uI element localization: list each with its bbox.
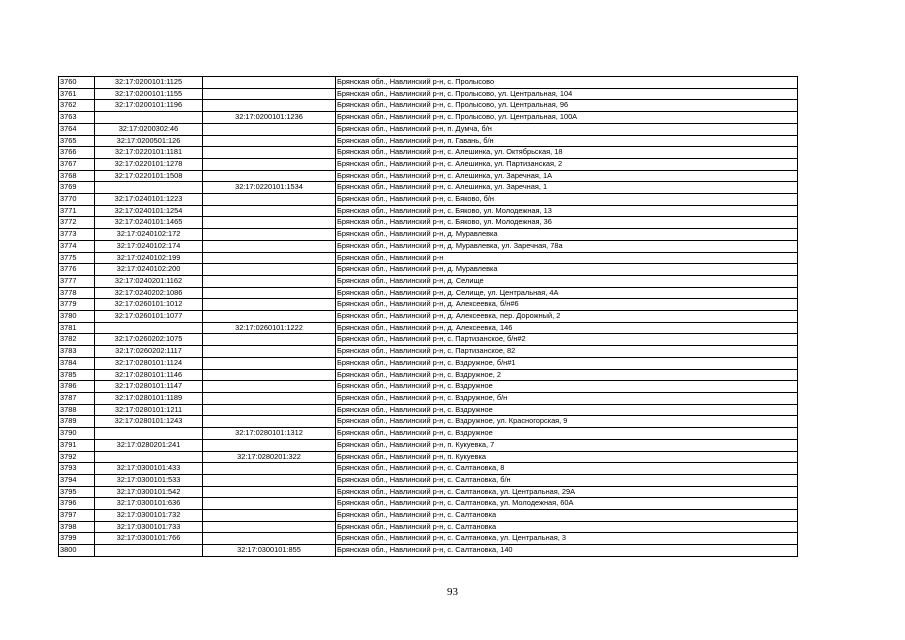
address-cell: Брянская обл., Навлинский р-н, с. Салтановка, ул. Центральная, 3 xyxy=(336,533,798,545)
row-number-cell: 3768 xyxy=(59,170,95,182)
row-number-cell: 3785 xyxy=(59,369,95,381)
cadastral-number-alt-cell xyxy=(203,264,336,276)
cadastral-number-cell: 32:17:0260202:1075 xyxy=(95,334,203,346)
cadastral-number-alt-cell xyxy=(203,334,336,346)
address-cell: Брянская обл., Навлинский р-н, с. Бяково, б/н xyxy=(336,194,798,206)
address-cell: Брянская обл., Навлинский р-н, с. Салтановка, 8 xyxy=(336,463,798,475)
row-number-cell: 3787 xyxy=(59,392,95,404)
address-cell: Брянская обл., Навлинский р-н, д. Селище, ул. Центральная, 4А xyxy=(336,287,798,299)
table-row xyxy=(59,474,798,486)
cadastral-number-alt-cell: 32:17:0300101:855 xyxy=(203,545,336,557)
address-cell: Брянская обл., Навлинский р-н, с. Алешинка, ул. Заречная, 1А xyxy=(336,170,798,182)
cadastral-number-cell: 32:17:0300101:533 xyxy=(95,474,203,486)
cadastral-number-alt-cell: 32:17:0260101:1222 xyxy=(203,322,336,334)
cadastral-number-cell xyxy=(95,545,203,557)
cadastral-number-alt-cell xyxy=(203,170,336,182)
cadastral-number-alt-cell xyxy=(203,123,336,135)
row-number-cell: 3779 xyxy=(59,299,95,311)
cadastral-number-cell: 32:17:0260101:1012 xyxy=(95,299,203,311)
table-row xyxy=(59,416,798,428)
row-number-cell: 3776 xyxy=(59,264,95,276)
cadastral-number-cell: 32:17:0240101:1254 xyxy=(95,205,203,217)
cadastral-number-cell: 32:17:0300101:433 xyxy=(95,463,203,475)
cadastral-number-cell: 32:17:0280101:1189 xyxy=(95,392,203,404)
table-row xyxy=(59,463,798,475)
cadastral-number-cell: 32:17:0200302:46 xyxy=(95,123,203,135)
cadastral-number-alt-cell xyxy=(203,299,336,311)
row-number-cell: 3775 xyxy=(59,252,95,264)
table-row xyxy=(59,158,798,170)
cadastral-number-alt-cell: 32:17:0280201:322 xyxy=(203,451,336,463)
cadastral-number-alt-cell xyxy=(203,194,336,206)
table-row xyxy=(59,123,798,135)
cadastral-number-alt-cell: 32:17:0280101:1312 xyxy=(203,428,336,440)
row-number-cell: 3796 xyxy=(59,498,95,510)
cadastral-number-cell xyxy=(95,112,203,124)
row-number-cell: 3788 xyxy=(59,404,95,416)
address-cell: Брянская обл., Навлинский р-н, д. Селище xyxy=(336,275,798,287)
cadastral-number-alt-cell xyxy=(203,463,336,475)
table-row xyxy=(59,264,798,276)
row-number-cell: 3760 xyxy=(59,77,95,89)
cadastral-number-cell: 32:17:0300101:733 xyxy=(95,521,203,533)
row-number-cell: 3797 xyxy=(59,510,95,522)
cadastral-number-cell: 32:17:0240101:1223 xyxy=(95,194,203,206)
table-row xyxy=(59,439,798,451)
row-number-cell: 3782 xyxy=(59,334,95,346)
table-row xyxy=(59,381,798,393)
cadastral-number-alt-cell xyxy=(203,135,336,147)
table-row xyxy=(59,510,798,522)
address-cell: Брянская обл., Навлинский р-н xyxy=(336,252,798,264)
cadastral-number-cell: 32:17:0300101:636 xyxy=(95,498,203,510)
table-row xyxy=(59,170,798,182)
row-number-cell: 3778 xyxy=(59,287,95,299)
table-row xyxy=(59,299,798,311)
cadastral-number-cell: 32:17:0240202:1086 xyxy=(95,287,203,299)
row-number-cell: 3800 xyxy=(59,545,95,557)
cadastral-number-cell: 32:17:0240102:199 xyxy=(95,252,203,264)
cadastral-number-cell: 32:17:0240102:200 xyxy=(95,264,203,276)
address-cell: Брянская обл., Навлинский р-н, с. Салтановка xyxy=(336,521,798,533)
table-row xyxy=(59,428,798,440)
table-row xyxy=(59,205,798,217)
table-row xyxy=(59,88,798,100)
address-cell: Брянская обл., Навлинский р-н, с. Пролысово, ул. Центральная, 96 xyxy=(336,100,798,112)
address-cell: Брянская обл., Навлинский р-н, с. Алешинка, ул. Октябрьская, 18 xyxy=(336,147,798,159)
table-row xyxy=(59,392,798,404)
address-cell: Брянская обл., Навлинский р-н, с. Вздружное, б/н#1 xyxy=(336,357,798,369)
row-number-cell: 3771 xyxy=(59,205,95,217)
address-cell: Брянская обл., Навлинский р-н, с. Салтановка, 140 xyxy=(336,545,798,557)
address-cell: Брянская обл., Навлинский р-н, с. Вздружное xyxy=(336,428,798,440)
address-cell: Брянская обл., Навлинский р-н, с. Алешинка, ул. Заречная, 1 xyxy=(336,182,798,194)
table-row xyxy=(59,533,798,545)
row-number-cell: 3799 xyxy=(59,533,95,545)
address-cell: Брянская обл., Навлинский р-н, с. Бяково, ул. Молодежная, 13 xyxy=(336,205,798,217)
table-row xyxy=(59,334,798,346)
table-row xyxy=(59,100,798,112)
table-row xyxy=(59,369,798,381)
cadastral-number-cell: 32:17:0220101:1181 xyxy=(95,147,203,159)
cadastral-number-alt-cell xyxy=(203,498,336,510)
cadastral-number-cell: 32:17:0240102:174 xyxy=(95,240,203,252)
cadastral-number-alt-cell xyxy=(203,357,336,369)
cadastral-number-cell: 32:17:0280101:1147 xyxy=(95,381,203,393)
table-row xyxy=(59,545,798,557)
address-cell: Брянская обл., Навлинский р-н, с. Вздружное xyxy=(336,381,798,393)
address-cell: Брянская обл., Навлинский р-н, с. Алешинка, ул. Партизанская, 2 xyxy=(336,158,798,170)
cadastral-number-alt-cell: 32:17:0220101:1534 xyxy=(203,182,336,194)
address-cell: Брянская обл., Навлинский р-н, д. Муравлевка xyxy=(336,229,798,241)
row-number-cell: 3786 xyxy=(59,381,95,393)
cadastral-number-cell xyxy=(95,428,203,440)
cadastral-number-cell: 32:17:0240201:1162 xyxy=(95,275,203,287)
address-cell: Брянская обл., Навлинский р-н, д. Алексеевка, б/н#6 xyxy=(336,299,798,311)
row-number-cell: 3784 xyxy=(59,357,95,369)
cadastral-number-alt-cell xyxy=(203,311,336,323)
cadastral-number-alt-cell xyxy=(203,77,336,89)
table-row xyxy=(59,346,798,358)
address-cell: Брянская обл., Навлинский р-н, с. Вздружное, 2 xyxy=(336,369,798,381)
cadastral-number-cell: 32:17:0200501:126 xyxy=(95,135,203,147)
cadastral-number-alt-cell xyxy=(203,521,336,533)
cadastral-number-alt-cell xyxy=(203,486,336,498)
cadastral-number-alt-cell xyxy=(203,100,336,112)
table-row xyxy=(59,404,798,416)
row-number-cell: 3773 xyxy=(59,229,95,241)
cadastral-number-alt-cell xyxy=(203,287,336,299)
address-cell: Брянская обл., Навлинский р-н, с. Пролысово, ул. Центральная, 104 xyxy=(336,88,798,100)
registry-table-body xyxy=(59,77,798,557)
address-cell: Брянская обл., Навлинский р-н, д. Алексеевка, 146 xyxy=(336,322,798,334)
row-number-cell: 3795 xyxy=(59,486,95,498)
row-number-cell: 3769 xyxy=(59,182,95,194)
cadastral-number-cell: 32:17:0280101:1146 xyxy=(95,369,203,381)
table-row xyxy=(59,147,798,159)
cadastral-number-alt-cell xyxy=(203,158,336,170)
row-number-cell: 3780 xyxy=(59,311,95,323)
cadastral-number-alt-cell xyxy=(203,381,336,393)
cadastral-number-alt-cell xyxy=(203,474,336,486)
cadastral-number-cell xyxy=(95,322,203,334)
cadastral-number-cell: 32:17:0280101:1243 xyxy=(95,416,203,428)
row-number-cell: 3789 xyxy=(59,416,95,428)
row-number-cell: 3772 xyxy=(59,217,95,229)
address-cell: Брянская обл., Навлинский р-н, д. Алексеевка, пер. Дорожный, 2 xyxy=(336,311,798,323)
cadastral-number-cell: 32:17:0200101:1125 xyxy=(95,77,203,89)
table-row xyxy=(59,498,798,510)
cadastral-number-alt-cell xyxy=(203,404,336,416)
row-number-cell: 3791 xyxy=(59,439,95,451)
address-cell: Брянская обл., Навлинский р-н, п. Кукуевка, 7 xyxy=(336,439,798,451)
cadastral-number-alt-cell xyxy=(203,275,336,287)
cadastral-number-cell: 32:17:0240102:172 xyxy=(95,229,203,241)
cadastral-number-cell: 32:17:0260202:1117 xyxy=(95,346,203,358)
row-number-cell: 3793 xyxy=(59,463,95,475)
cadastral-number-cell xyxy=(95,451,203,463)
row-number-cell: 3798 xyxy=(59,521,95,533)
cadastral-number-alt-cell xyxy=(203,416,336,428)
address-cell: Брянская обл., Навлинский р-н, с. Салтановка, ул. Центральная, 29А xyxy=(336,486,798,498)
cadastral-number-alt-cell xyxy=(203,252,336,264)
row-number-cell: 3774 xyxy=(59,240,95,252)
row-number-cell: 3792 xyxy=(59,451,95,463)
address-cell: Брянская обл., Навлинский р-н, д. Муравлевка xyxy=(336,264,798,276)
cadastral-number-cell: 32:17:0300101:766 xyxy=(95,533,203,545)
cadastral-number-alt-cell xyxy=(203,88,336,100)
row-number-cell: 3777 xyxy=(59,275,95,287)
table-row xyxy=(59,311,798,323)
page-number: 93 xyxy=(447,586,458,598)
row-number-cell: 3783 xyxy=(59,346,95,358)
table-row xyxy=(59,229,798,241)
cadastral-number-cell: 32:17:0200101:1196 xyxy=(95,100,203,112)
table-row xyxy=(59,182,798,194)
cadastral-number-alt-cell xyxy=(203,369,336,381)
cadastral-number-cell: 32:17:0280101:1211 xyxy=(95,404,203,416)
row-number-cell: 3762 xyxy=(59,100,95,112)
row-number-cell: 3763 xyxy=(59,112,95,124)
cadastral-number-cell: 32:17:0300101:732 xyxy=(95,510,203,522)
cadastral-number-cell: 32:17:0300101:542 xyxy=(95,486,203,498)
table-row xyxy=(59,217,798,229)
table-row xyxy=(59,486,798,498)
cadastral-number-alt-cell xyxy=(203,240,336,252)
cadastral-number-cell: 32:17:0280201:241 xyxy=(95,439,203,451)
address-cell: Брянская обл., Навлинский р-н, с. Пролысово, ул. Центральная, 100А xyxy=(336,112,798,124)
address-cell: Брянская обл., Навлинский р-н, с. Бяково, ул. Молодежная, 36 xyxy=(336,217,798,229)
cadastral-number-alt-cell xyxy=(203,205,336,217)
cadastral-number-cell: 32:17:0260101:1077 xyxy=(95,311,203,323)
row-number-cell: 3790 xyxy=(59,428,95,440)
table-row xyxy=(59,275,798,287)
cadastral-number-alt-cell xyxy=(203,533,336,545)
cadastral-number-cell: 32:17:0240101:1465 xyxy=(95,217,203,229)
cadastral-number-alt-cell xyxy=(203,392,336,404)
table-row xyxy=(59,194,798,206)
address-cell: Брянская обл., Навлинский р-н, с. Салтановка, ул. Молодежная, 60А xyxy=(336,498,798,510)
address-cell: Брянская обл., Навлинский р-н, с. Партизанское, 82 xyxy=(336,346,798,358)
row-number-cell: 3781 xyxy=(59,322,95,334)
cadastral-number-alt-cell xyxy=(203,147,336,159)
table-row xyxy=(59,357,798,369)
address-cell: Брянская обл., Навлинский р-н, с. Вздружное xyxy=(336,404,798,416)
address-cell: Брянская обл., Навлинский р-н, с. Пролысово xyxy=(336,77,798,89)
address-cell: Брянская обл., Навлинский р-н, д. Муравлевка, ул. Заречная, 78а xyxy=(336,240,798,252)
table-row xyxy=(59,135,798,147)
table-row xyxy=(59,521,798,533)
row-number-cell: 3766 xyxy=(59,147,95,159)
address-cell: Брянская обл., Навлинский р-н, с. Вздружное, ул. Красногорская, 9 xyxy=(336,416,798,428)
cadastral-number-cell: 32:17:0220101:1508 xyxy=(95,170,203,182)
address-cell: Брянская обл., Навлинский р-н, п. Кукуевка xyxy=(336,451,798,463)
property-registry-table xyxy=(58,76,798,557)
cadastral-number-cell: 32:17:0220101:1278 xyxy=(95,158,203,170)
table-row xyxy=(59,77,798,89)
address-cell: Брянская обл., Навлинский р-н, с. Вздружное, б/н xyxy=(336,392,798,404)
cadastral-number-alt-cell xyxy=(203,439,336,451)
cadastral-number-cell: 32:17:0200101:1155 xyxy=(95,88,203,100)
cadastral-number-alt-cell: 32:17:0200101:1236 xyxy=(203,112,336,124)
table-row xyxy=(59,240,798,252)
table-row xyxy=(59,322,798,334)
table-row xyxy=(59,112,798,124)
row-number-cell: 3770 xyxy=(59,194,95,206)
address-cell: Брянская обл., Навлинский р-н, с. Партизанское, б/н#2 xyxy=(336,334,798,346)
cadastral-number-alt-cell xyxy=(203,346,336,358)
cadastral-number-alt-cell xyxy=(203,229,336,241)
row-number-cell: 3761 xyxy=(59,88,95,100)
cadastral-number-alt-cell xyxy=(203,510,336,522)
cadastral-number-cell: 32:17:0280101:1124 xyxy=(95,357,203,369)
row-number-cell: 3765 xyxy=(59,135,95,147)
cadastral-number-alt-cell xyxy=(203,217,336,229)
address-cell: Брянская обл., Навлинский р-н, п. Думча, б/н xyxy=(336,123,798,135)
address-cell: Брянская обл., Навлинский р-н, с. Салтановка, б/н xyxy=(336,474,798,486)
table-row xyxy=(59,287,798,299)
table-row xyxy=(59,451,798,463)
cadastral-number-cell xyxy=(95,182,203,194)
row-number-cell: 3764 xyxy=(59,123,95,135)
address-cell: Брянская обл., Навлинский р-н, п. Гавань, б/н xyxy=(336,135,798,147)
row-number-cell: 3794 xyxy=(59,474,95,486)
table-row xyxy=(59,252,798,264)
row-number-cell: 3767 xyxy=(59,158,95,170)
address-cell: Брянская обл., Навлинский р-н, с. Салтановка xyxy=(336,510,798,522)
